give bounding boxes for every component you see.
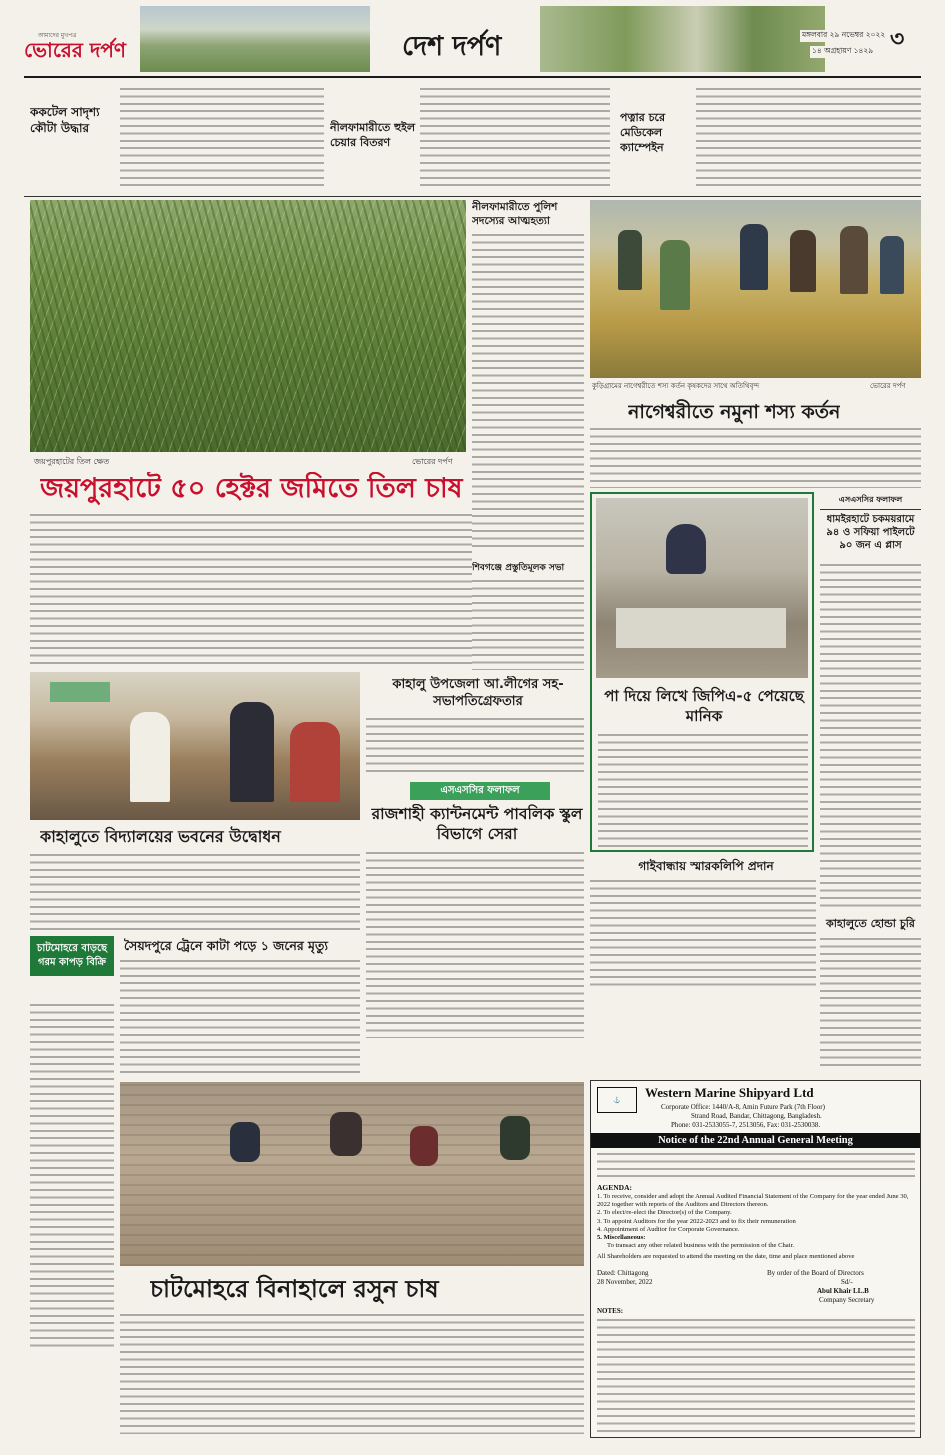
manik-box [590,492,814,852]
agenda-list [597,1193,915,1250]
til-headline: জয়পুরহাটে ৫০ হেক্টর জমিতে তিল চাষ [40,473,463,504]
police-headline: নীলফামারীতে পুলিশ সদস্যের আত্মহত্যা [472,201,558,227]
agenda-item-3: 3. To appoint Auditors for the year 2022-2023 and to fix their remuneration [597,1217,796,1225]
warm-clothes-body [30,1002,114,1352]
agenda-title: AGENDA: [597,1183,632,1192]
nageshwari-credit: ভোরের দর্পণ [870,382,906,390]
secretary-name: Abul Khair LL.B [817,1287,869,1295]
gaibandha-body [590,878,816,986]
top-body-2 [420,86,610,190]
school-building-body [30,852,360,930]
shibganj-story [472,562,584,670]
masthead-photo-left [140,6,370,72]
til-body [30,512,472,668]
police-body [472,232,584,550]
manik-body [598,732,808,848]
nageshwari-headline: নাগেশ্বরীতে নমুনা শস্য কর্তন [628,401,841,423]
train-headline: সৈয়দপুরে ট্রেনে কাটা পড়ে ১ জনের মৃত্যু [124,938,329,953]
agm-notice [590,1080,921,1438]
company-office: Corporate Office: 1440/A-8, Amin Future Park (7th Floor) [661,1103,825,1111]
attend-request: All Shareholders are requested to attend the meeting on the date, time and place mentioned above [597,1253,855,1260]
til-field-photo [30,200,466,452]
kahalu-theft-story [820,916,921,1076]
garlic-body [120,1312,584,1434]
masthead [0,0,945,78]
dhamoirhat-tag: এসএসসির ফলাফল [820,492,921,510]
shibganj-body [472,578,584,670]
top-headline-3: পত্নার চরে মেডিকেল ক্যাম্পেইন [620,111,666,154]
dhamoirhat-body [820,562,921,912]
top-headline-2: নীলফামারীতে হুইল চেয়ার বিতরণ [330,121,416,149]
kahalu-theft-headline: কাহালুতে হোন্ডা চুরি [826,917,915,930]
company-name: Western Marine Shipyard Ltd [645,1085,814,1100]
top-story-2 [330,84,610,194]
logo-small: আমাদের মুখপত্র [38,32,77,39]
manik-headline: পা দিয়ে লিখে জিপিএ-৫ পেয়েছে মানিক [604,687,804,725]
ssc-tag: এসএসসির ফলাফল [410,782,550,800]
nageshwari-body [590,426,921,488]
top-headline-1: ককটেল সাদৃশ্য কৌটা উদ্ধার [30,105,100,135]
agenda-item-1: 1. To receive, consider and adopt the Annual Audited Financial Statement of the Company for the year ended June 30, 2022 together with reports of the Auditors and Directors thereon. [597,1193,909,1209]
dhamoirhat-story [820,492,921,912]
garlic-headline: চাটমোহরে বিনাহালে রসুন চাষ [150,1275,439,1303]
top-body-1 [120,86,324,190]
date-line-1: মঙ্গলবার ২৯ নভেম্বর ২০২২ [800,30,887,42]
garlic-photo [120,1082,584,1266]
company-logo-icon: ⚓ [597,1087,637,1113]
school-building-headline: কাহালুতে বিদ্যালয়ের ভবনের উদ্বোধন [40,827,281,846]
dated-value: 28 November, 2022 [597,1278,653,1286]
page-number: ৩ [890,27,905,52]
date-line-2: ১৪ অগ্রহায়ণ ১৪২৯ [810,46,875,58]
top-story-3 [616,84,921,194]
secretary-title: Company Secretary [819,1296,875,1304]
masthead-photo-right [540,6,825,72]
masthead-rule [24,76,921,78]
signature-sd: Sd/- [841,1278,853,1286]
notes-title: NOTES: [597,1307,624,1315]
shibganj-headline: শিবগঞ্জে প্রস্তুতিমূলক সভা [472,563,565,573]
logo [24,30,134,70]
notes-body [597,1317,915,1433]
til-photo-caption: জয়পুরহাটের তিল ক্ষেত [34,457,110,466]
rajshahi-headline: রাজশাহী ক্যান্টনমেন্ট পাবলিক স্কুল বিভাগে সেরা [371,805,583,843]
agenda-item-4: 4. Appointment of Auditor for Corporate Governance. [597,1225,740,1233]
kahalu-theft-body [820,936,921,1070]
top-rule [24,196,921,197]
dhamoirhat-headline: ধামইরহাটে চকময়রামে ৯৪ ও সফিয়া পাইলটে ৯০ জন এ প্লাস [826,514,915,551]
warm-clothes-headline: চাটমোহরে বাড়ছে গরম কাপড় বিক্রি [30,936,114,976]
kahalu-al-body [366,716,584,774]
school-photo [30,672,360,820]
company-address: Strand Road, Bandar, Chittagong, Bangladesh. [691,1112,822,1120]
kahalu-al-headline: কাহালু উপজেলা আ.লীগের সহ-সভাপতিগ্রেফতার [392,677,564,709]
agenda-item-5: 5. Miscellaneous: [597,1234,646,1242]
company-phone: Phone: 031-2533055-7, 2513056, Fax: 031-2530038. [671,1121,821,1129]
train-body [120,958,360,1078]
by-order: By order of the Board of Directors [767,1269,864,1277]
agenda-item-2: 2. To elect/re-elect the Director(s) of the Company. [597,1209,732,1217]
rajshahi-body [366,850,584,1038]
til-photo-credit: ভোরের দর্পণ [412,457,453,466]
notice-title: Notice of the 22nd Annual General Meeting [591,1133,920,1148]
section-title: দেশ দর্পণ [402,31,502,62]
gaibandha-headline: গাইবান্ধায় স্মারকলিপি প্রদান [638,859,774,873]
agenda-item-6: To transact any other related business with the permission of the Chair. [607,1242,795,1250]
nageshwari-caption: কুড়িগ্রামের নাগেশ্বরীতে শস্য কর্তন কৃষকদের সাথে অতিথিবৃন্দ [592,382,760,390]
dated-label: Dated: Chittagong [597,1269,649,1277]
warm-clothes-box [30,936,114,1356]
logo-text: ভোরের দর্পণ [24,38,126,62]
notice-intro [597,1151,915,1181]
top-body-3 [696,86,921,190]
top-story-1 [24,84,324,194]
police-story [472,200,584,560]
nageshwari-photo [590,200,921,378]
manik-photo [596,498,808,678]
